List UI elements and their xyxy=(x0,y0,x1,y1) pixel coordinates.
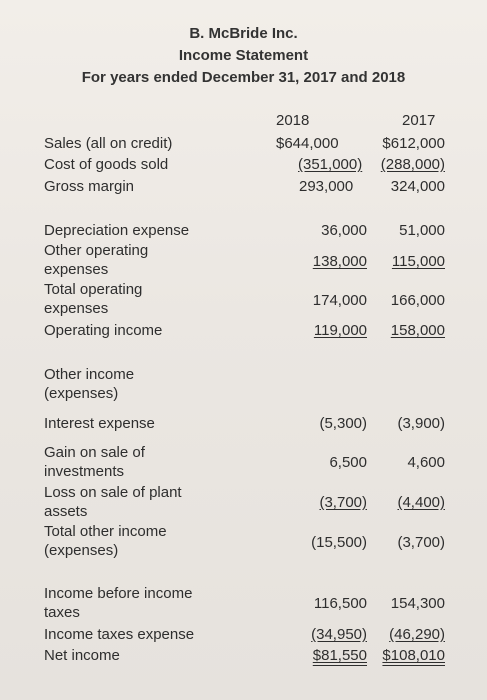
company-name: B. McBride Inc. xyxy=(189,25,298,42)
row-label-loss-plant: Loss on sale of plant assets xyxy=(44,484,182,520)
value-income-tax-2018: (34,950) xyxy=(311,626,367,643)
value-operating-income-2017: 158,000 xyxy=(390,322,445,339)
row-label-income-tax: Income taxes expense xyxy=(44,626,195,643)
row-label-other-operating: Other operating expenses xyxy=(44,242,149,278)
column-header-2018: 2018 xyxy=(276,112,310,129)
row-label-total-operating: Total operating expenses xyxy=(44,281,143,317)
value-operating-income-2018: 119,000 xyxy=(313,322,367,339)
value-cogs-2017: (288,000) xyxy=(380,156,445,173)
row-label-other-income-header: Other income (expenses) xyxy=(44,366,135,402)
row-label-cogs: Cost of goods sold xyxy=(44,156,169,173)
value-interest-2018: (5,300) xyxy=(319,415,367,432)
value-total-operating-2018: 174,000 xyxy=(312,292,367,309)
value-gross-margin-2017: 324,000 xyxy=(390,178,445,195)
column-header-2017: 2017 xyxy=(402,112,436,129)
value-depreciation-2017: 51,000 xyxy=(399,222,445,239)
value-gross-margin-2018: 293,000 xyxy=(299,178,354,195)
row-label-operating-income: Operating income xyxy=(44,322,163,339)
value-interest-2017: (3,900) xyxy=(397,415,445,432)
value-net-income-2018: $81,550 xyxy=(312,647,367,664)
value-gain-investments-2017: 4,600 xyxy=(407,454,445,471)
value-other-operating-2018: 138,000 xyxy=(312,253,367,270)
value-sales-2017: $612,000 xyxy=(382,135,445,152)
value-loss-plant-2017: (4,400) xyxy=(397,494,445,511)
row-label-gain-investments: Gain on sale of investments xyxy=(44,444,145,480)
statement-period: For years ended December 31, 2017 and 2018 xyxy=(81,69,406,86)
row-label-total-other: Total other income (expenses) xyxy=(44,523,167,559)
row-label-gross-margin: Gross margin xyxy=(44,178,135,195)
value-other-operating-2017: 115,000 xyxy=(391,253,445,270)
row-label-net-income: Net income xyxy=(44,647,120,664)
value-gain-investments-2018: 6,500 xyxy=(329,454,367,471)
statement-title: Income Statement xyxy=(178,47,309,64)
value-total-operating-2017: 166,000 xyxy=(390,292,445,309)
value-net-income-2017: $108,010 xyxy=(382,647,445,664)
value-total-other-2017: (3,700) xyxy=(397,534,445,551)
row-label-sales: Sales (all on credit) xyxy=(44,135,173,152)
row-label-depreciation: Depreciation expense xyxy=(44,222,190,239)
row-label-interest: Interest expense xyxy=(44,415,155,432)
value-sales-2018: $644,000 xyxy=(276,135,339,152)
value-income-tax-2017: (46,290) xyxy=(389,626,445,643)
value-income-before-tax-2018: 116,500 xyxy=(313,595,367,612)
value-loss-plant-2018: (3,700) xyxy=(319,494,367,511)
value-cogs-2018: (351,000) xyxy=(298,156,363,173)
value-income-before-tax-2017: 154,300 xyxy=(390,595,445,612)
row-label-income-before-tax: Income before income taxes xyxy=(44,585,193,621)
value-total-other-2018: (15,500) xyxy=(311,534,367,551)
value-depreciation-2018: 36,000 xyxy=(321,222,367,239)
